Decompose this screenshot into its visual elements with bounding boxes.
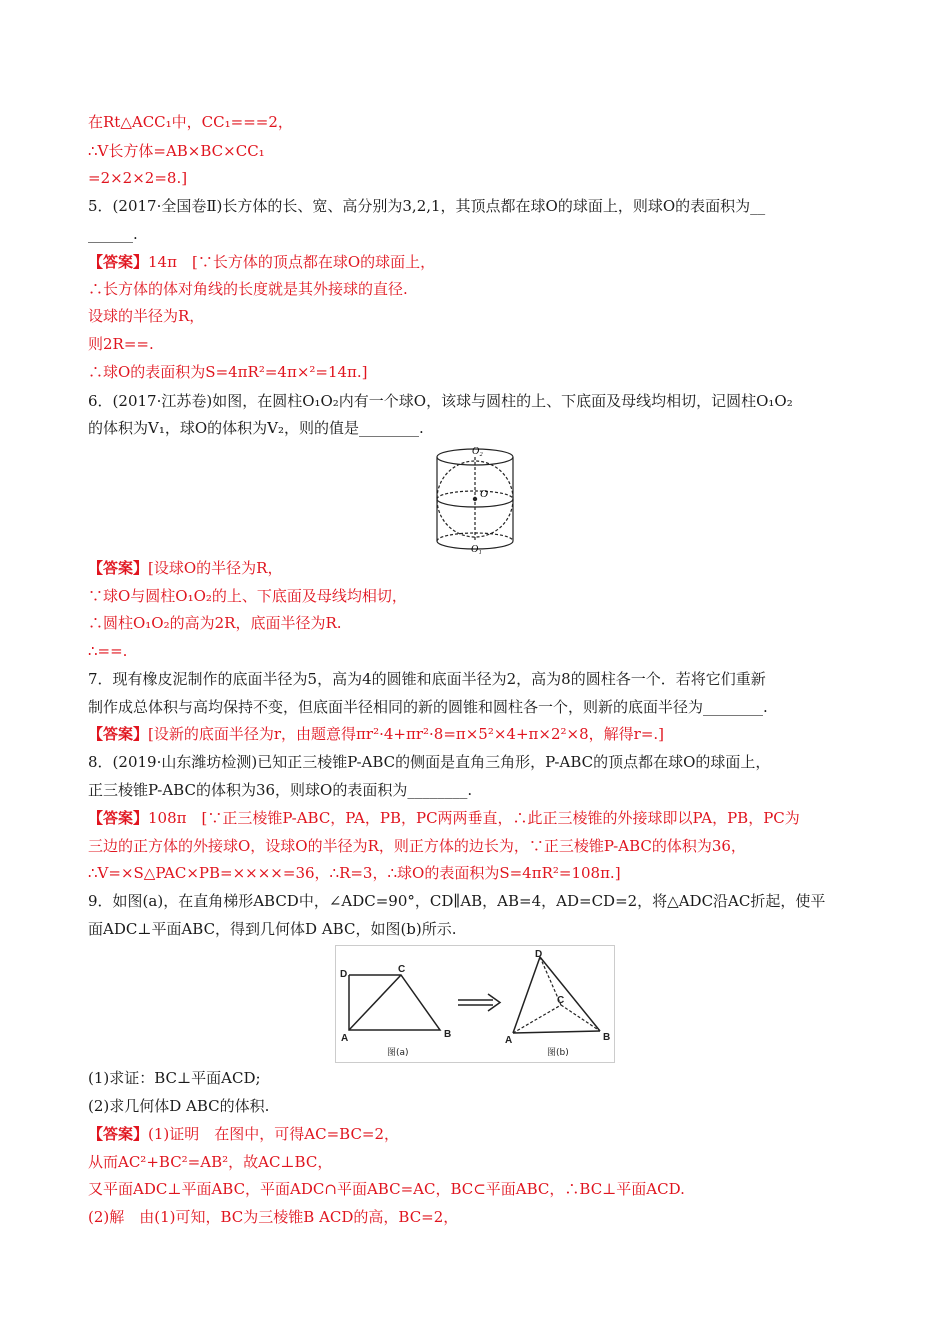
label-a-b: B xyxy=(444,1029,452,1040)
text-line: ∴V长方体=AB×BC×CC₁ xyxy=(88,142,265,160)
question-7-cont: 制作成总体积与高均保持不变，但底面半径相同的新的圆锥和圆柱各一个，则新的底面半径为________. xyxy=(88,698,768,716)
answer-text: 108π [∵正三棱锥P-ABC，PA，PB，PC两两垂直，∴此正三棱锥的外接球即以PA，PB，PC为 xyxy=(148,809,800,827)
label-b-c: C xyxy=(557,995,565,1006)
question-5-blank: ______. xyxy=(88,225,138,243)
question-6: 6．(2017·江苏卷)如图，在圆柱O₁O₂内有一个球O，该球与圆柱的上、下底面及母线均相切，记圆柱O₁O₂ xyxy=(88,392,793,410)
folding-figure xyxy=(335,945,615,1063)
question-9-part1: (1)求证：BC⊥平面ACD; xyxy=(88,1069,261,1087)
text-line: =2×2×2=8.] xyxy=(88,169,188,187)
caption-a: 图(a) xyxy=(387,1048,409,1058)
label-o2: O₂ xyxy=(472,446,483,457)
text-line: 三边的正方体的外接球O，设球O的半径为R，则正方体的边长为，∵正三棱锥P-ABC的体积为36， xyxy=(88,837,746,855)
text-line: (2)解 由(1)可知，BC为三棱锥B ACD的高，BC=2， xyxy=(88,1208,459,1226)
text-line: ∴长方体的体对角线的长度就是其外接球的直径. xyxy=(88,280,408,298)
question-9-part2: (2)求几何体D ABC的体积. xyxy=(88,1097,270,1115)
text-line: ∴V=×S△PAC×PB=××××=36，∴R=3，∴球O的表面积为S=4πR²=108π.] xyxy=(88,864,621,882)
question-9-cont: 面ADC⊥平面ABC，得到几何体D ABC，如图(b)所示. xyxy=(88,920,457,938)
answer-9 xyxy=(88,1124,399,1144)
text-line: 则2R==. xyxy=(88,335,154,353)
question-7: 7．现有橡皮泥制作的底面半径为5，高为4的圆锥和底面半径为2，高为8的圆柱各一个．若将它们重新 xyxy=(88,670,766,688)
text-line: ∴圆柱O₁O₂的高为2R，底面半径为R. xyxy=(88,614,342,632)
text-line: ∵球O与圆柱O₁O₂的上、下底面及母线均相切， xyxy=(88,587,407,605)
label-o: O xyxy=(480,488,488,500)
answer-tag: 【答案】 xyxy=(88,1125,149,1143)
answer-7 xyxy=(88,724,664,744)
answer-5 xyxy=(88,252,435,272)
cylinder-sphere-figure xyxy=(425,445,525,555)
answer-8 xyxy=(88,808,800,828)
text-line: 在Rt△ACC₁中，CC₁===2， xyxy=(88,113,293,131)
label-b-d: D xyxy=(535,949,543,960)
answer-text: 14π [∵长方体的顶点都在球O的球面上， xyxy=(148,253,436,271)
answer-text: [设新的底面半径为r，由题意得πr²·4+πr²·8=π×5²×4+π×2²×8，解得r=.] xyxy=(148,725,665,743)
answer-text: [设球O的半径为R， xyxy=(148,559,283,577)
text-line: ∴球O的表面积为S=4πR²=4π×²=14π.] xyxy=(88,363,368,381)
label-b-a: A xyxy=(505,1035,513,1046)
text-line: 设球的半径为R， xyxy=(88,307,205,325)
label-a-c: C xyxy=(398,964,406,975)
answer-tag: 【答案】 xyxy=(88,725,149,743)
text-line: 又平面ADC⊥平面ABC，平面ADC∩平面ABC=AC，BC⊂平面ABC，∴BC⊥平面ACD. xyxy=(88,1180,685,1198)
question-9: 9．如图(a)，在直角梯形ABCD中，∠ADC=90°，CD∥AB，AB=4，AD=CD=2，将△ADC沿AC折起，使平 xyxy=(88,892,826,910)
question-5: 5．(2017·全国卷Ⅱ)长方体的长、宽、高分别为3,2,1，其顶点都在球O的球面上，则球O的表面积为__ xyxy=(88,197,766,215)
answer-6 xyxy=(88,558,282,578)
caption-b: 图(b) xyxy=(547,1048,569,1058)
answer-tag: 【答案】 xyxy=(88,559,149,577)
answer-tag: 【答案】 xyxy=(88,253,149,271)
answer-text: (1)证明 在图中，可得AC=BC=2， xyxy=(148,1125,400,1143)
label-a-a: A xyxy=(341,1033,349,1044)
label-b-b: B xyxy=(603,1032,611,1043)
label-o1: O₁ xyxy=(471,544,482,555)
answer-tag: 【答案】 xyxy=(88,809,149,827)
text-line: ∴==. xyxy=(88,642,128,660)
question-8: 8．(2019·山东潍坊检测)已知正三棱锥P-ABC的侧面是直角三角形，P-ABC的顶点都在球O的球面上， xyxy=(88,753,771,771)
question-6-cont: 的体积为V₁，球O的体积为V₂，则的值是________. xyxy=(88,419,424,437)
label-a-d: D xyxy=(340,969,348,980)
question-8-cont: 正三棱锥P-ABC的体积为36，则球O的表面积为________. xyxy=(88,781,473,799)
text-line: 从而AC²+BC²=AB²，故AC⊥BC， xyxy=(88,1153,333,1171)
